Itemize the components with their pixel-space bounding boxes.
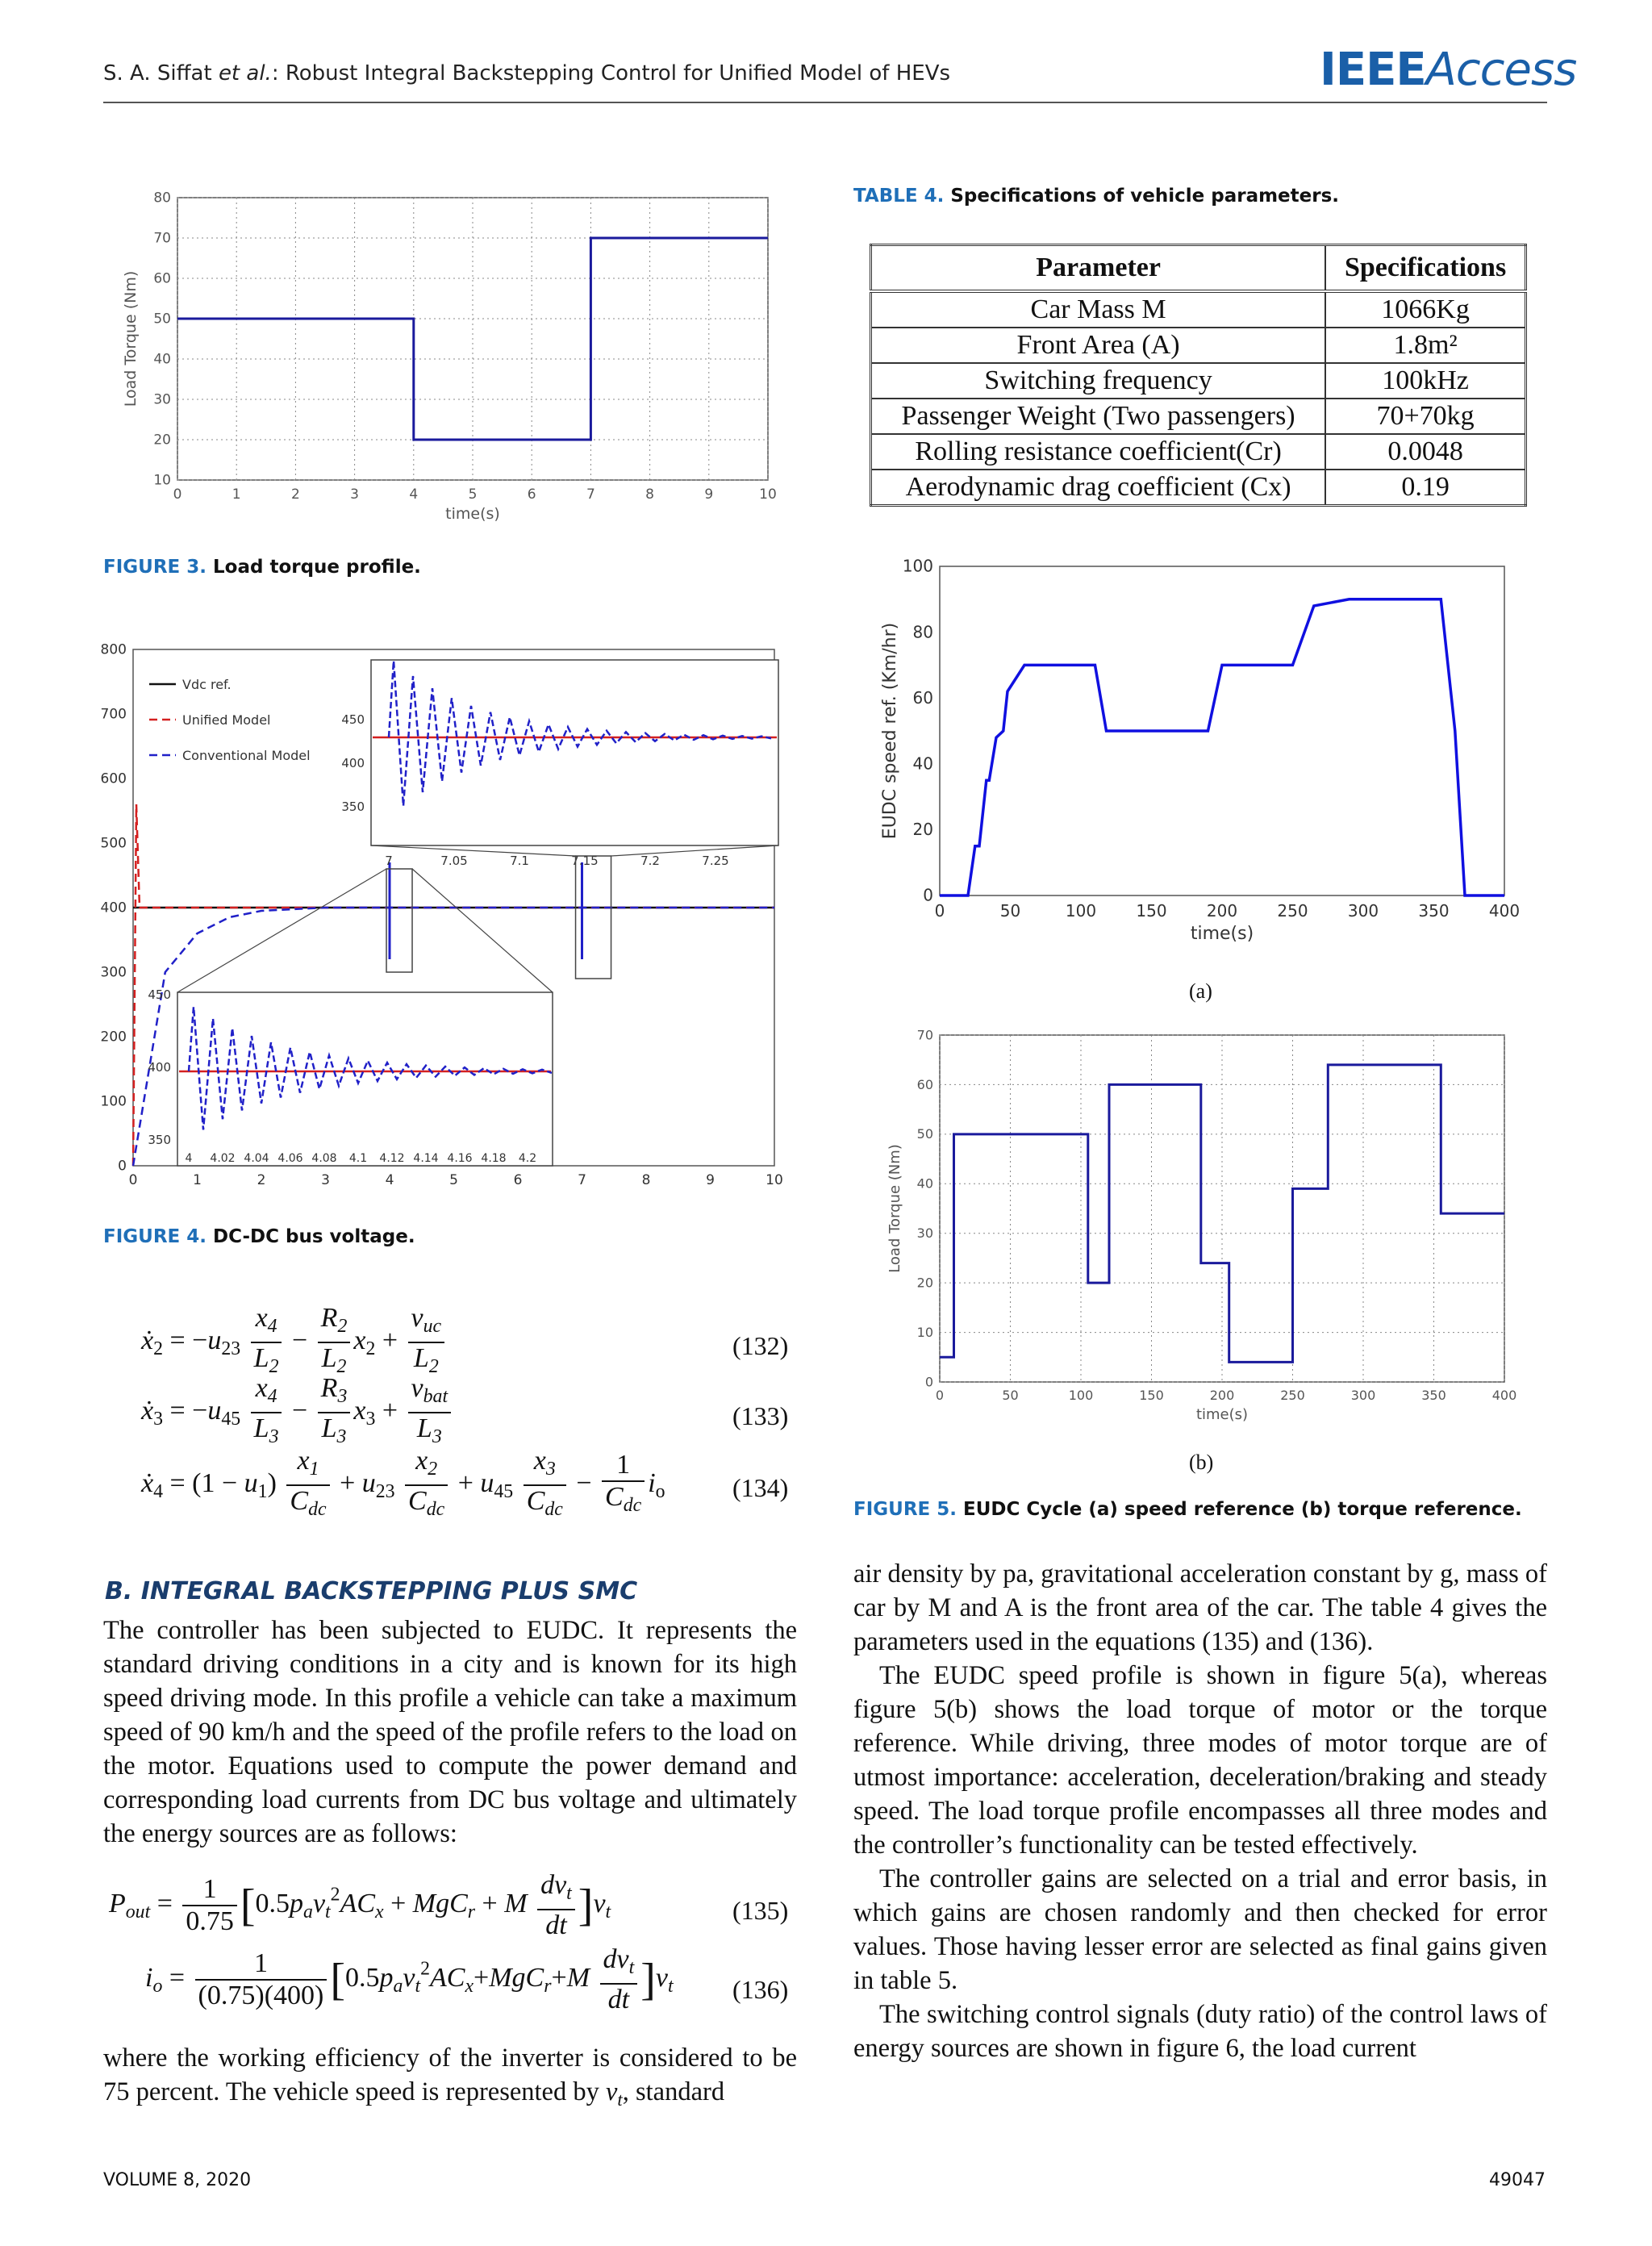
- inset-bottom-frame: [177, 992, 553, 1166]
- inset-bottom-y-tick: 400: [148, 1060, 171, 1075]
- inset-top-x-tick: 7.15: [571, 854, 599, 868]
- x-tick-label: 8: [641, 1172, 651, 1188]
- equation-136: $i_o$ = $\frac{1}{(0.75)(400)}$ [$0.5p_av_t^2AC_x+MgC_r+M$ $\frac{dv_t}{dt}$ ]$v_t$: [145, 1944, 674, 2015]
- section-paragraph-2: where the working efficiency of the inverter is considered to be 75 percent. The vehicle speed is represented by $v_t$, standard: [103, 2044, 797, 2110]
- y-axis-label: EUDC speed ref. (Km/hr): [880, 622, 900, 840]
- speed-series-line: [940, 599, 1504, 895]
- x-tick-label: 0: [935, 1388, 945, 1403]
- inset-top-y-tick: 350: [341, 799, 365, 814]
- inset-bottom-x-tick: 4.18: [481, 1152, 507, 1165]
- parameter-cell: Passenger Weight (Two passengers): [871, 399, 1326, 434]
- figure5-caption: FIGURE 5. EUDC Cycle (a) speed reference (b) torque reference.: [853, 1499, 1522, 1520]
- x-tick-label: 400: [1488, 901, 1521, 921]
- y-tick-label: 0: [923, 885, 933, 905]
- header-rule: [103, 102, 1547, 103]
- torque-ref-series-line: [940, 1065, 1504, 1363]
- x-tick-label: 4: [409, 486, 419, 503]
- equation-133: ẋ$_3$ = $-u_{45}$ $\frac{x_4}{L_3}$ − $\frac{R_3}{L_3}$ $x_3$ + $\frac{v_{bat}}{L_3}$: [141, 1373, 454, 1452]
- figure5a-sublabel: (a): [1189, 979, 1212, 1003]
- y-tick-label: 20: [912, 820, 933, 840]
- y-tick-label: 50: [153, 311, 171, 328]
- parameter-cell: Aerodynamic drag coefficient (Cx): [871, 470, 1326, 506]
- y-tick-label: 0: [118, 1158, 127, 1175]
- y-tick-label: 50: [916, 1126, 933, 1142]
- x-tick-label: 150: [1136, 901, 1167, 921]
- spec-cell: 70+70kg: [1325, 399, 1525, 434]
- eq-number-136: (136): [732, 1975, 789, 2004]
- figure3-caption: FIGURE 3. Load torque profile.: [103, 557, 421, 578]
- inset-bottom-x-tick: 4: [185, 1152, 193, 1165]
- x-tick-label: 9: [706, 1172, 715, 1188]
- inset-bottom-x-tick: 4.04: [244, 1152, 269, 1165]
- inset-top-x-tick: 7.25: [702, 854, 729, 868]
- y-tick-label: 100: [100, 1093, 127, 1110]
- inset-top-x-tick: 7.2: [640, 854, 660, 868]
- eq-number-133: (133): [732, 1401, 789, 1430]
- y-tick-label: 10: [153, 472, 171, 489]
- footer-page: 49047: [1489, 2170, 1546, 2190]
- y-tick-label: 100: [902, 556, 933, 576]
- y-tick-label: 60: [153, 270, 171, 287]
- table-row: [871, 328, 1526, 363]
- x-tick-label: 350: [1421, 1388, 1446, 1403]
- x-tick-label: 2: [290, 486, 300, 503]
- x-tick-label: 50: [999, 901, 1021, 921]
- x-tick-label: 400: [1491, 1388, 1517, 1403]
- x-tick-label: 9: [704, 486, 714, 503]
- plot-frame: [940, 1035, 1504, 1382]
- figure4-chart: [100, 637, 799, 1202]
- inset-bottom-x-tick: 4.02: [210, 1152, 236, 1165]
- zoom-connector: [611, 845, 778, 856]
- spec-cell: 1.8m²: [1325, 328, 1525, 363]
- table-row: [871, 399, 1526, 434]
- x-axis-label: time(s): [1190, 924, 1254, 944]
- parameter-cell: Rolling resistance coefficient(Cr): [871, 434, 1326, 470]
- y-tick-label: 0: [924, 1374, 933, 1390]
- legend: [149, 677, 311, 763]
- right-paragraph-4: The switching control signals (duty ratio) of the control laws of energy sources are shown in figure 6, the load current: [853, 2000, 1547, 2063]
- table-row: [871, 363, 1526, 399]
- zoom-connector: [412, 869, 553, 992]
- equation-135: $P_{out}$ = $\frac{1}{0.75}$ [$0.5p_av_t^2AC_x + MgC_r + M$ $\frac{dv_t}{dt}$ ]$v_t$: [109, 1870, 611, 1941]
- x-tick-label: 350: [1418, 901, 1450, 921]
- eq-number-135: (135): [732, 1896, 789, 1925]
- right-paragraph-1: air density by pa, gravitational acceleration constant by g, mass of car by M and A is the front area of the car. The table 4 gives the parameters used in the equations (135) and (136).: [853, 1559, 1547, 1656]
- plot-frame: [940, 566, 1504, 895]
- x-tick-label: 150: [1139, 1388, 1164, 1403]
- y-tick-label: 80: [912, 622, 933, 642]
- inset-top-x-tick: 7.05: [440, 854, 468, 868]
- x-tick-label: 300: [1350, 1388, 1376, 1403]
- inset-bottom-x-tick: 4.2: [518, 1152, 537, 1165]
- spec-table: [870, 244, 1527, 507]
- x-tick-label: 0: [128, 1172, 138, 1188]
- y-tick-label: 60: [912, 687, 933, 708]
- inset-top-x-tick: 7.1: [510, 854, 529, 868]
- x-tick-label: 300: [1347, 901, 1379, 921]
- inset-bottom-x-tick: 4.14: [413, 1152, 439, 1165]
- figure3-chart: [113, 186, 791, 532]
- running-header: S. A. Siffat et al.: Robust Integral Backstepping Control for Unified Model of HEVs: [103, 61, 951, 86]
- y-tick-label: 80: [153, 190, 171, 207]
- table-row: [871, 434, 1526, 470]
- x-tick-label: 250: [1277, 901, 1308, 921]
- legend-label: Vdc ref.: [182, 677, 232, 692]
- spec-cell: 1066Kg: [1325, 291, 1525, 328]
- parameter-cell: Front Area (A): [871, 328, 1326, 363]
- x-tick-label: 7: [586, 486, 595, 503]
- x-tick-label: 2: [257, 1172, 266, 1188]
- y-tick-label: 70: [916, 1027, 933, 1043]
- y-tick-label: 600: [100, 770, 127, 787]
- section-paragraph-1: The controller has been subjected to EUDC. It represents the standard driving conditions in a city and is known for its high speed driving mode. In this profile a vehicle can take a maximum speed of 90 km/h and the speed of the profile refers to the load on the motor. Equations used to compute the power demand and corresponding load currents from DC bus voltage and ultimately the energy sources are as follows:: [103, 1616, 797, 1848]
- y-axis-label: Load Torque (Nm): [122, 270, 140, 407]
- right-paragraph-3: The controller gains are selected on a trial and error basis, in which gains are chosen randomly and then checked for error values. Those having lesser error are selected as final gains given in table 5.: [853, 1864, 1547, 1995]
- x-tick-label: 6: [527, 486, 536, 503]
- spec-cell: 100kHz: [1325, 363, 1525, 399]
- x-axis-label: time(s): [1195, 1406, 1249, 1423]
- table-row: [871, 470, 1526, 506]
- footer-volume: VOLUME 8, 2020: [103, 2170, 252, 2190]
- legend-label: Conventional Model: [182, 748, 311, 763]
- spec-cell: 0.0048: [1325, 434, 1525, 470]
- y-tick-label: 300: [100, 964, 127, 981]
- right-paragraph-2: The EUDC speed profile is shown in figure 5(a), whereas figure 5(b) shows the load torque of motor or the torque reference. While driving, three modes of motor torque are of utmost importance: acceleration, deceleration/braking and steady speed. The load torque profile encompasses all three modes and the controller’s functionality can be tested effectively.: [853, 1661, 1547, 1860]
- figure5b-chart: [879, 1023, 1525, 1442]
- x-axis-label: time(s): [445, 505, 500, 523]
- header-parameter: Parameter: [871, 245, 1326, 292]
- y-tick-label: 30: [916, 1225, 933, 1242]
- x-tick-label: 3: [350, 486, 360, 503]
- y-axis-label: Load Torque (Nm): [886, 1144, 903, 1273]
- y-tick-label: 20: [153, 432, 171, 449]
- inset-top-x-tick: 7: [385, 854, 393, 868]
- x-tick-label: 10: [766, 1172, 783, 1188]
- y-tick-label: 700: [100, 706, 127, 723]
- y-tick-label: 70: [153, 230, 171, 247]
- inset-bottom-x-tick: 4.1: [348, 1152, 368, 1165]
- x-tick-label: 1: [193, 1172, 202, 1188]
- x-tick-label: 100: [1065, 901, 1097, 921]
- journal-logo: IEEEAccess: [1320, 44, 1577, 96]
- inset-bottom-x-tick: 4.12: [379, 1152, 405, 1165]
- y-tick-label: 20: [916, 1275, 933, 1291]
- x-tick-label: 50: [1002, 1388, 1019, 1403]
- figure5b-sublabel: (b): [1189, 1451, 1214, 1474]
- y-tick-label: 10: [916, 1324, 933, 1340]
- figure4-caption: FIGURE 4. DC-DC bus voltage.: [103, 1226, 415, 1247]
- header-specifications: Specifications: [1325, 245, 1525, 292]
- y-tick-label: 200: [100, 1029, 127, 1046]
- x-tick-label: 8: [645, 486, 655, 503]
- x-tick-label: 7: [578, 1172, 586, 1188]
- inset-bottom-y-tick: 350: [148, 1133, 171, 1147]
- x-tick-label: 250: [1280, 1388, 1305, 1403]
- section-heading: B. INTEGRAL BACKSTEPPING PLUS SMC: [105, 1577, 638, 1605]
- x-tick-label: 3: [321, 1172, 330, 1188]
- y-tick-label: 40: [912, 754, 933, 774]
- x-tick-label: 10: [759, 486, 777, 503]
- table4-caption: TABLE 4. Specifications of vehicle parameters.: [853, 186, 1340, 207]
- eq-number-134: (134): [732, 1473, 789, 1502]
- zoom-connector: [177, 869, 386, 992]
- eq-number-132: (132): [732, 1331, 789, 1360]
- parameter-cell: Car Mass M: [871, 291, 1326, 328]
- x-tick-label: 0: [173, 486, 182, 503]
- figure5a-chart: [879, 557, 1525, 968]
- y-tick-label: 800: [100, 641, 127, 658]
- x-tick-label: 200: [1206, 901, 1238, 921]
- parameter-cell: Switching frequency: [871, 363, 1326, 399]
- equation-132: ẋ$_2$ = $-u_{23}$ $\frac{x_4}{L_2}$ − $\frac{R_2}{L_2}$ $x_2$ + $\frac{v_{uc}}{L_2}$: [141, 1303, 448, 1382]
- x-tick-label: 1: [232, 486, 241, 503]
- spec-cell: 0.19: [1325, 470, 1525, 506]
- y-tick-label: 40: [153, 351, 171, 368]
- y-tick-label: 40: [916, 1175, 933, 1192]
- inset-bottom-x-tick: 4.08: [311, 1152, 337, 1165]
- x-tick-label: 0: [934, 901, 945, 921]
- table-header-row: [871, 245, 1526, 292]
- inset-top-y-tick: 400: [341, 756, 365, 770]
- x-tick-label: 6: [513, 1172, 523, 1188]
- table-row: [871, 291, 1526, 328]
- y-tick-label: 400: [100, 900, 127, 916]
- y-tick-label: 500: [100, 835, 127, 852]
- x-tick-label: 4: [385, 1172, 394, 1188]
- x-tick-label: 100: [1068, 1388, 1094, 1403]
- x-tick-label: 5: [449, 1172, 458, 1188]
- legend-label: Unified Model: [182, 712, 271, 728]
- x-tick-label: 5: [468, 486, 478, 503]
- inset-bottom-x-tick: 4.06: [277, 1152, 303, 1165]
- inset-top-frame: [371, 660, 778, 845]
- inset-bottom-x-tick: 4.16: [447, 1152, 473, 1165]
- y-tick-label: 30: [153, 391, 171, 408]
- y-tick-label: 60: [916, 1076, 933, 1092]
- equation-134: ẋ$_4$ = $(1 - u_1)$ $\frac{x_1}{C_{dc}}$ + $u_{23}$ $\frac{x_2}{C_{dc}}$ + $u_{45}$ $\frac{x_3}{C_{dc}}$ − $\frac{1}{C_{dc}}$ $i_o$: [141, 1446, 665, 1521]
- inset-top-y-tick: 450: [341, 712, 365, 727]
- inset-bottom-y-tick: 450: [148, 987, 171, 1002]
- x-tick-label: 200: [1209, 1388, 1235, 1403]
- zoom-connector: [371, 845, 576, 856]
